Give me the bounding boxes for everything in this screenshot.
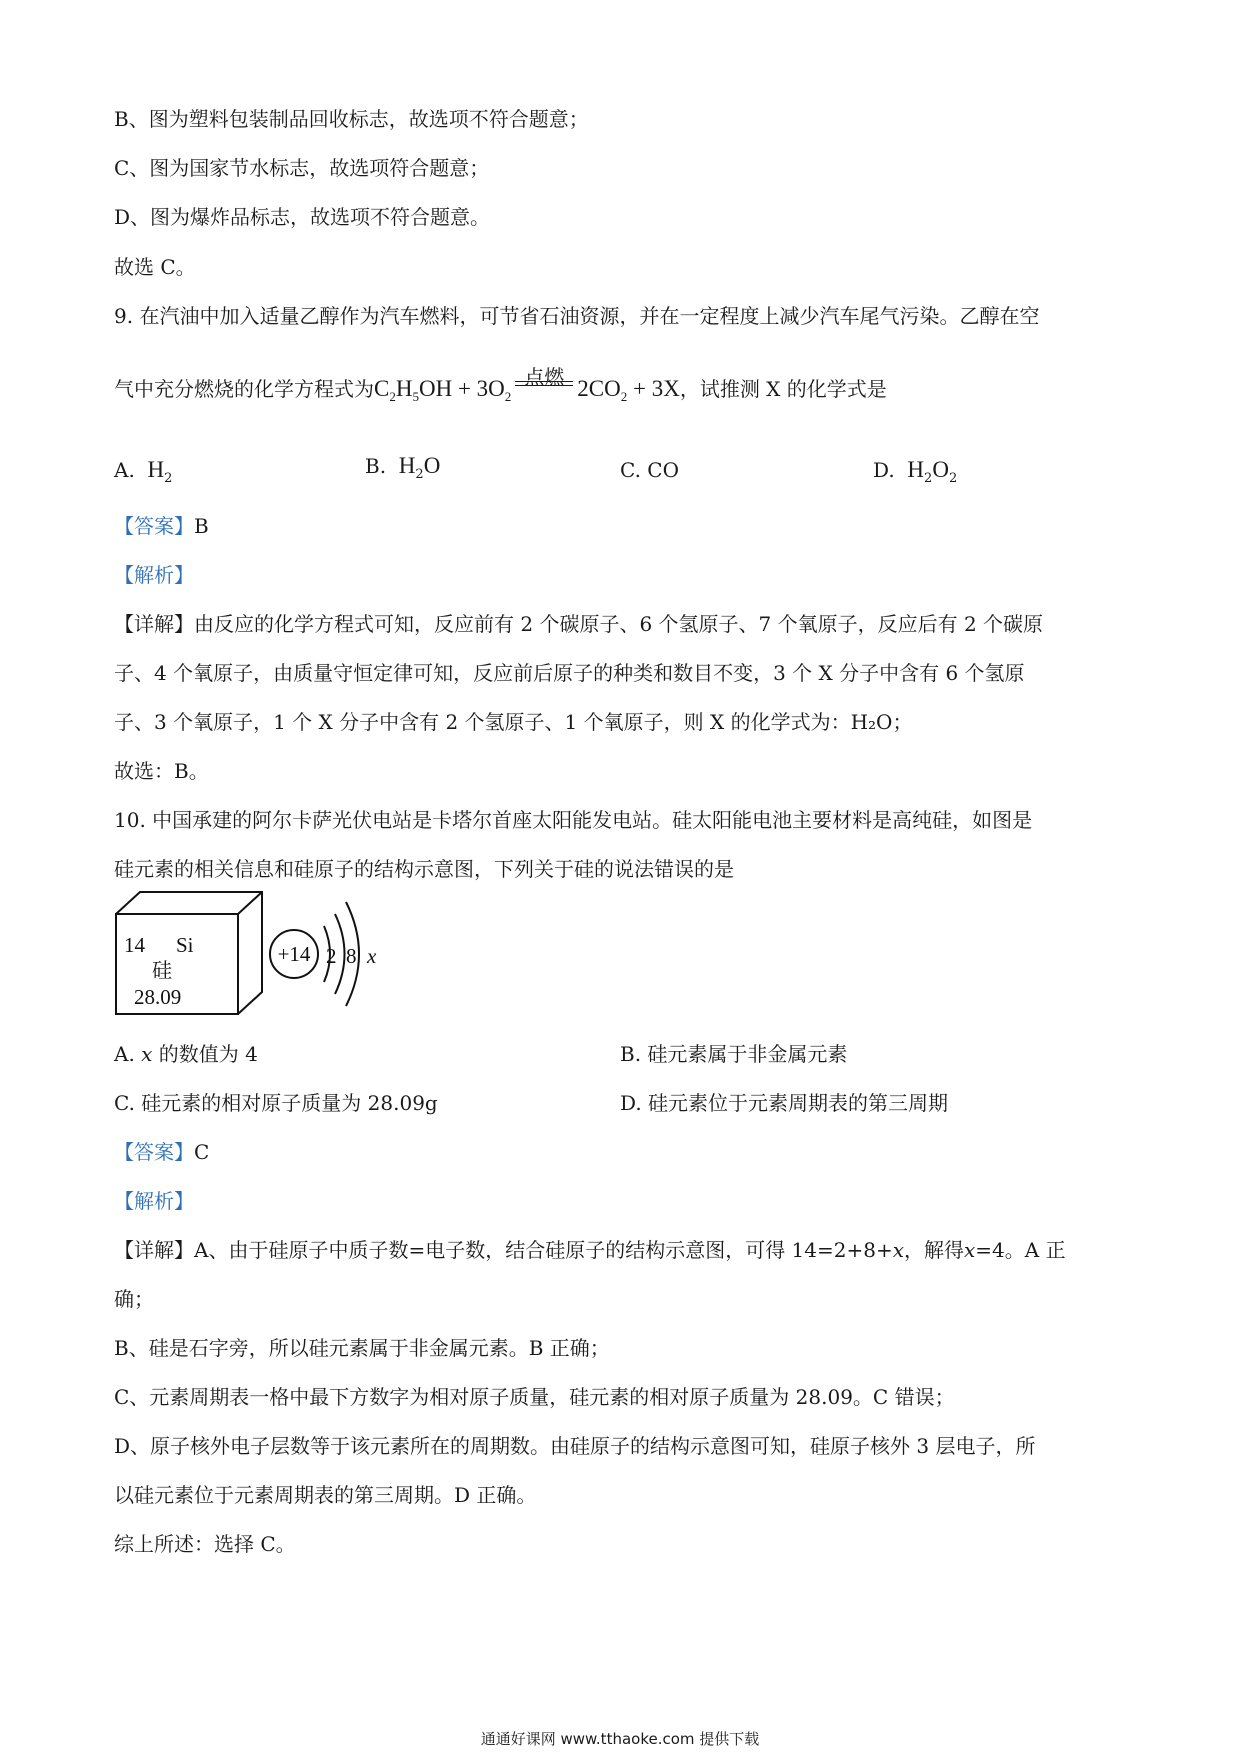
q9-answer: 【答案】B	[114, 514, 209, 538]
prev-option-d: D、图为爆炸品标志，故选项不符合题意。	[114, 205, 491, 229]
q9-option-a: A. $H_2$	[114, 457, 173, 486]
q10-detail-a-line2: 确；	[114, 1287, 154, 1311]
nucleus-charge: +14	[277, 942, 311, 966]
atomic-mass: 28.09	[134, 985, 182, 1009]
q9-detail-line2: 子、4 个氧原子，由质量守恒定律可知，反应前后原子的种类和数目不变，3 个 X 分子中含有 6 个氢原	[114, 661, 1025, 685]
prev-option-b: B、图为塑料包装制品回收标志，故选项不符合题意；	[114, 107, 589, 131]
q9-conclusion: 故选：B。	[114, 759, 209, 783]
q9-equation: $C_2H_5OH + 3O_2$ 点燃 $2CO_2 + 3X$	[374, 365, 680, 404]
q9-stem-line2	[114, 365, 887, 411]
q9-option-c: C. CO	[620, 458, 680, 482]
q9-option-d: D. $H_2O_2$	[873, 457, 958, 486]
element-symbol: Si	[176, 933, 194, 957]
prev-conclusion: 故选 C。	[114, 255, 196, 279]
q9-stem-prefix: 气中充分燃烧的化学方程式为	[114, 377, 374, 401]
reaction-condition: 点燃	[515, 391, 573, 396]
q10-option-d: D. 硅元素位于元素周期表的第三周期	[620, 1091, 949, 1115]
atomic-number: 14	[124, 933, 145, 957]
q10-option-c: C. 硅元素的相对原子质量为 28.09g	[114, 1091, 438, 1115]
element-name: 硅	[152, 958, 172, 982]
q10-detail-a-line1: 【详解】A、由于硅原子中质子数=电子数，结合硅原子的结构示意图，可得 14=2+8+x，解得x=4。A 正	[114, 1238, 1066, 1262]
q10-option-b: B. 硅元素属于非金属元素	[620, 1042, 848, 1066]
q9-detail-line3: 子、3 个氧原子，1 个 X 分子中含有 2 个氢原子、1 个氧原子，则 X 的化学式为：H₂O；	[114, 710, 913, 734]
q10-detail-b: B、硅是石字旁，所以硅元素属于非金属元素。B 正确；	[114, 1336, 610, 1360]
element-cell	[116, 892, 262, 1014]
shell-2-electrons: 8	[346, 944, 357, 968]
q10-stem-line1: 10. 中国承建的阿尔卡萨光伏电站是卡塔尔首座太阳能发电站。硅太阳能电池主要材料是高纯硅，如图是	[114, 808, 1033, 832]
prev-option-c: C、图为国家节水标志，故选项符合题意；	[114, 156, 490, 180]
q10-detail-c: C、元素周期表一格中最下方数字为相对原子质量，硅元素的相对原子质量为 28.09。C 错误；	[114, 1385, 955, 1409]
q10-stem-line2: 硅元素的相关信息和硅原子的结构示意图，下列关于硅的说法错误的是	[114, 857, 734, 881]
q9-stem-line1: 9. 在汽油中加入适量乙醇作为汽车燃料，可节省石油资源，并在一定程度上减少汽车尾气污染。乙醇在空	[114, 304, 1040, 328]
shell-1-electrons: 2	[326, 944, 337, 968]
q10-analysis-tag: 【解析】	[114, 1189, 194, 1213]
q9-detail-line1: 【详解】由反应的化学方程式可知，反应前有 2 个碳原子、6 个氢原子、7 个氧原子，反应后有 2 个碳原	[114, 612, 1044, 636]
silicon-figure	[112, 888, 402, 1023]
q10-option-a: A. x 的数值为 4	[114, 1042, 258, 1066]
q9-analysis-tag: 【解析】	[114, 563, 194, 587]
q10-answer: 【答案】C	[114, 1140, 210, 1164]
q9-stem-suffix: ，试推测 X 的化学式是	[679, 377, 887, 401]
shell-3-electrons: x	[367, 944, 377, 968]
page-footer: 通通好课网 www.tthaoke.com 提供下载	[480, 1730, 760, 1748]
q10-detail-d-line1: D、原子核外电子层数等于该元素所在的周期数。由硅原子的结构示意图可知，硅原子核外 3 层电子，所	[114, 1434, 1036, 1458]
atom-structure	[270, 902, 377, 1006]
q9-option-b: B. $H_2O$	[365, 453, 441, 482]
q10-summary: 综上所述：选择 C。	[114, 1532, 296, 1556]
q10-detail-d-line2: 以硅元素位于元素周期表的第三周期。D 正确。	[114, 1483, 537, 1507]
